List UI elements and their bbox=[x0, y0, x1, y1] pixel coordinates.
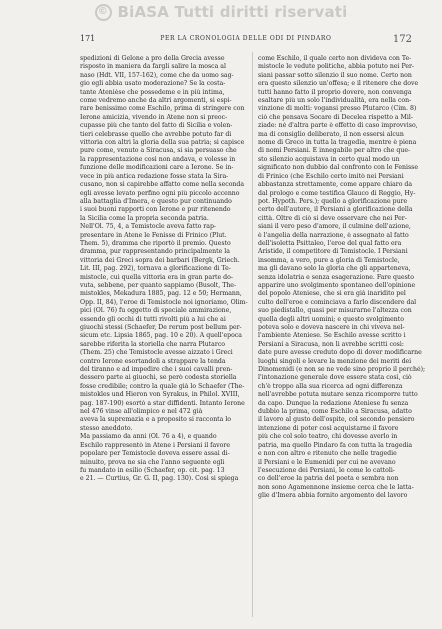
text-line: città. Oltre di ciò si deve osservare che nei Per- bbox=[258, 214, 407, 222]
text-line: non sono Agamennone insieme cerca che le latta- bbox=[258, 483, 414, 491]
text-line: risposto in maniera da fargli salire la mosca al bbox=[80, 63, 226, 71]
text-line: Nell'Ol. 75, 4, a Temistocle aveva fatto rap- bbox=[80, 223, 217, 231]
text-line: come vedremo anche da altri argomenti, si espi- bbox=[80, 97, 232, 105]
text-line: sto silenzio acquistava in certo qual modo un bbox=[258, 155, 400, 163]
text-line: (Them. 25) che Temistocle avesse aizzato i Greci bbox=[80, 349, 233, 357]
text-line: certo dell'autore, il Persiani a glorificazione della bbox=[258, 206, 413, 214]
text-line: fu mandato in esilio (Schaefer, op. cit. pag. 13 bbox=[80, 466, 225, 474]
text-line: la Sicilia come la propria seconda patria. bbox=[80, 214, 209, 222]
text-line: vinzione di molti: vogansi presso Plutarco (Cim. 8) bbox=[258, 105, 417, 113]
text-line: tutti hanno fatto il proprio dovere, non convenga bbox=[258, 88, 412, 96]
text-line: ch'è troppo alla sua ricerca ad ogni differenza bbox=[258, 382, 403, 390]
text-line: e 21. — Curtius, Gr. G. II, pag. 130). Così si spiega bbox=[80, 475, 239, 483]
text-line: dramma, pur rappresentando principalmente la bbox=[80, 248, 230, 256]
text-line: ciò che pensava Socare di Decelea rispetto a Mil- bbox=[258, 113, 413, 121]
text-line: siani il vero peso d'amore, il culmine dell'azione, bbox=[258, 223, 411, 231]
text-line: l'esecuzione dei Persiani, le come lo cattoli- bbox=[258, 466, 395, 474]
text-line: suo piedistallo, quasi per misurarne l'altezza con bbox=[258, 307, 412, 315]
text-line: poteva solo e doveva nascere in chi viveva nel- bbox=[258, 324, 405, 331]
text-line: ma di consiglio deliberato, il non essersi alcun bbox=[258, 130, 404, 138]
text-line: vittoria dei Greci sopra dei barbari (Bergk, Griech. bbox=[80, 256, 240, 264]
text-line: intenzione di poter così acquistarne il favore bbox=[258, 424, 399, 432]
text-line: minuito, prova ne sia che l'anno seguente egli bbox=[80, 458, 225, 466]
text-line: pici (Ol. 76) fu oggetto di speciale ammirazione, bbox=[80, 307, 232, 315]
text-line: giuochi stessi (Schaefer, De rerum post bellum per- bbox=[80, 324, 242, 331]
text-line: più che col solo teatro, chi dovesse averlo in bbox=[258, 433, 398, 441]
text-line: date pure avesse creduto dopo di dover modificarne bbox=[258, 349, 422, 357]
text-line: dal prologo e come testifica Glauco di Reggio, Hy- bbox=[258, 189, 416, 197]
text-line: pot. Hypoth. Pers.); quello a glorificazione pure bbox=[258, 197, 408, 205]
text-line: l'ambiente Ateniese. Se Eschilo avesse scritto i bbox=[258, 332, 406, 340]
text-line: nome di Greco in tutta la tragedia, mentre è piena bbox=[258, 139, 417, 147]
text-line: è l'angelia della narrazione, è assegnato al fatto bbox=[258, 231, 409, 239]
text-line: di Frinico (che Eschilo certo imitò nei Persiani bbox=[258, 172, 404, 180]
text-line: dubbio la prima, come Eschilo a Siracusa, adatto bbox=[258, 408, 412, 416]
text-line: e non con altro e ritenuto che nelle tragedie bbox=[258, 450, 397, 458]
text-line: pag. 187-190) esortò a star diffidenti. Intanto Ierone bbox=[80, 399, 245, 407]
copyright-icon: © bbox=[95, 4, 112, 21]
text-line: luoghi singoli e levare la menzione dei meriti dei bbox=[258, 357, 412, 365]
text-line: Eschilo rappresentò in Atene i Persiani il favore bbox=[80, 441, 231, 449]
text-line: alla battaglia d'Imera, e questo pur continuando bbox=[80, 197, 232, 205]
text-line: Dinomenidi (e non se ne vede sino proprio il perché); bbox=[258, 366, 426, 374]
text-line: l'intonazione generale dove essere stata così, ciò bbox=[258, 374, 412, 382]
text-line: siani passar sotto silenzio il suo nome. Certo non bbox=[258, 71, 412, 79]
running-title: PER LA CRONOLOGIA DELLE ODI DI PINDARO bbox=[160, 35, 332, 42]
text-line: cupasse più che tanto del fatto di Sicilia e volen- bbox=[80, 122, 233, 130]
text-line: tieri celebrasse quello che avrebbe potuto far di bbox=[80, 130, 232, 138]
text-line: vece in più antica redazione fosse stata la Sira- bbox=[80, 172, 229, 180]
watermark-text: BiASA Tutti diritti riservati bbox=[117, 3, 348, 21]
page-header bbox=[80, 34, 412, 46]
text-line: fosse credibile; contro la quale già lo Schaefer (The- bbox=[80, 382, 245, 390]
text-line: quella degli altri uomini; e questo svolgimento bbox=[258, 315, 404, 323]
text-line: insomma, a vero, pure a gloria di Temistocle, bbox=[258, 256, 400, 264]
text-line: aveva la supremazia e a proposito si racconta lo bbox=[80, 416, 232, 424]
text-line: come Eschilo, il quale certo non divideva con Te- bbox=[258, 55, 412, 62]
text-line: dessero parte ai giuochi, se però codesta storiella bbox=[80, 374, 237, 382]
text-line: di nomi Persiani. È innegabile per altro che que- bbox=[258, 147, 411, 155]
right-column bbox=[258, 55, 426, 615]
text-line: funzione delle modificazioni care a Ierone. Se in- bbox=[80, 164, 234, 172]
text-line: i suoi buoni rapporti con Ierone e pur ritenendo bbox=[80, 206, 231, 214]
text-line: naso (Hdt. VII, 157-162), come che da uomo sag- bbox=[80, 71, 234, 79]
text-line: sicum etc. Lipsia 1865, pag. 10 e 20). A quell'epoca bbox=[80, 332, 242, 340]
text-line: mistocle, cui quella vittoria era in gran parte do- bbox=[80, 273, 233, 281]
text-line: del tiranno e ad impedire che i suoi cavalli pren- bbox=[80, 366, 233, 374]
text-line: rare benissimo come Eschilo, prima di stringere con bbox=[80, 105, 245, 113]
text-line: gio egli abbia usato moderazione? Se la costa- bbox=[80, 80, 226, 88]
text-line: da capo. Dunque la redazione Ateniese fu senza bbox=[258, 399, 409, 407]
text-line: pure come, venuto a Siracusa, si sia persuaso che bbox=[80, 147, 237, 155]
column-divider bbox=[252, 52, 253, 617]
text-line: mistocle le vedute politiche, abbia potuto nei Per- bbox=[258, 63, 415, 71]
text-line: co dell'eroe la patria del poeta e sembra non bbox=[258, 475, 399, 483]
text-line: vuta, sebbene, per quanto sappiamo (Busolt, The- bbox=[80, 281, 237, 289]
left-column bbox=[80, 55, 248, 615]
watermark bbox=[0, 0, 442, 24]
text-line: stesso aneddoto. bbox=[80, 424, 133, 432]
text-line: senza idolatria e senza esagerazione. Fare questo bbox=[258, 273, 414, 281]
text-line: dell'isoletta Psittaleo, l'eroe del qual fatto era bbox=[258, 239, 402, 247]
text-line: vittoria con altri la gloria della sua patria; si capisce bbox=[80, 139, 245, 147]
text-line: il Persiani e le Eumenidi per cui ne avevano bbox=[258, 458, 396, 466]
text-line: cusano, non si capirebbe affatto come nella seconda bbox=[80, 181, 245, 189]
text-line: Lit. III, pag. 292), tornava a glorificazione di Te- bbox=[80, 265, 231, 273]
text-line: esaltare più un solo l'individualità, era nella con- bbox=[258, 97, 412, 105]
page-number-left: 171 bbox=[80, 34, 96, 43]
text-line: presentare in Atene le Fenisse di Frinico (Plut. bbox=[80, 231, 227, 239]
text-line: Ierone amicizia, vivendo in Atene non si preoc- bbox=[80, 113, 228, 121]
text-line: sarebbe riferita la storiella che narra Plutarco bbox=[80, 340, 226, 348]
text-line: spedizioni di Gelone a pro della Grecia avesse bbox=[80, 55, 225, 62]
text-line: essendo gli occhi di tutti rivolti più a lui che ai bbox=[80, 315, 226, 323]
text-line: Aristide, il competitore di Temistocle. I Persiani bbox=[258, 248, 408, 256]
text-line: glie d'Imera abbia fornito argomento del lavoro bbox=[258, 492, 408, 500]
text-line: del popolo Ateniese, che si era già inaridito pel bbox=[258, 290, 406, 298]
text-line: popolare per Temistocle doveva essere assai di- bbox=[80, 450, 230, 458]
text-line: Them. 5), dramma che riportò il premio. Questo bbox=[80, 239, 231, 247]
text-line: nel 476 vinse all'olimpico e nel 472 già bbox=[80, 408, 203, 416]
text-line: la rappresentazione così non andava, e volesse in bbox=[80, 155, 236, 163]
text-line: era questo silenzio un'offesa; e il ritenere che dove bbox=[258, 80, 419, 88]
text-line: apparire uno svolgimento spontaneo dell'opinione bbox=[258, 281, 416, 289]
text-line: ziade: né d'altra parte è effetto di caso improvviso, bbox=[258, 122, 418, 130]
text-line: il lavoro al gusto dell'ospite, col secondo pensiero bbox=[258, 416, 415, 424]
text-line: nell'avrebbe potuta mutare senza ricomporre tutto bbox=[258, 391, 418, 399]
text-line: Opp. II, 84), l'eroe di Temistocle noi ignoriamo, Olim- bbox=[80, 298, 248, 306]
text-line: significato non dubbio dal confronto con le Fenisse bbox=[258, 164, 418, 172]
text-line: contro Ierone esortandoli a strappare la tenda bbox=[80, 357, 226, 365]
text-line: Persiani a Siracusa, non li avrebbe scritti così: bbox=[258, 340, 404, 348]
text-line: ma gli davano solo la gloria che gli apparteneva, bbox=[258, 265, 411, 273]
text-line: culto dell'eroe e cominciava a farlo discendere dal bbox=[258, 298, 417, 306]
text-line: egli avesse levato perfino ogni più piccolo accenno bbox=[80, 189, 240, 197]
text-line: Ma passiamo da anni (Ol. 76 a 4), e quando bbox=[80, 433, 217, 441]
page-number-right: 172 bbox=[392, 34, 412, 45]
text-line: abbastanza strettamente, come appare chiaro da bbox=[258, 181, 413, 189]
text-line: tante Atenièse che possedeme e in più intima, bbox=[80, 88, 225, 96]
text-line: patria, ma quello Pindaro fa con tutta la tragedia bbox=[258, 441, 413, 449]
text-line: mistokles, Mekadura 1885, pag. 12 e 50; Hermann, bbox=[80, 290, 242, 298]
text-line: mistokles und Hieron von Syrakus, in Philol. XVIII, bbox=[80, 391, 240, 399]
